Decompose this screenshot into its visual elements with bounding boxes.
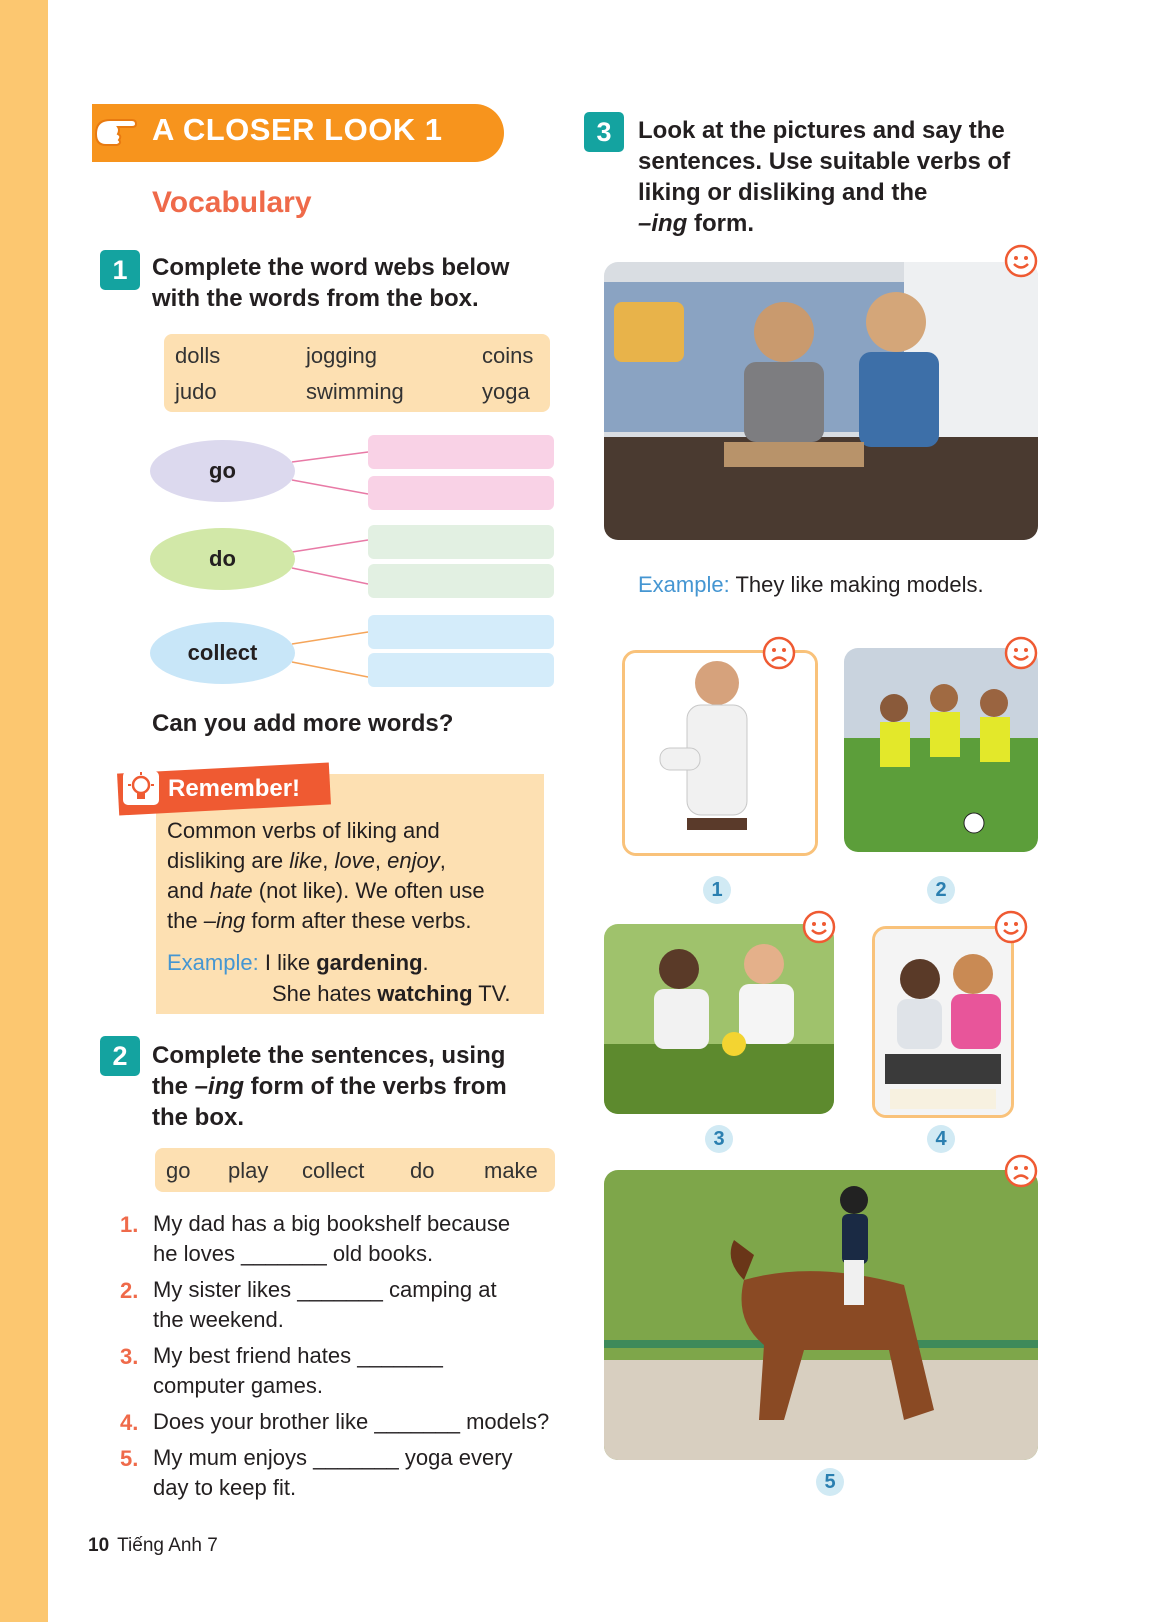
box-word: dolls bbox=[175, 343, 221, 368]
photo-boys-making-model bbox=[604, 262, 1038, 540]
page-footer bbox=[88, 1535, 218, 1557]
page-margin-strip bbox=[0, 0, 48, 1622]
box-word: jogging bbox=[306, 343, 377, 368]
answer-slot[interactable] bbox=[368, 653, 554, 687]
question-text: My dad has a big bookshelf because he loves _______ old books. bbox=[153, 1211, 511, 1266]
pointing-hand-icon bbox=[92, 112, 138, 152]
box-word: judo bbox=[175, 379, 217, 404]
photo-judo-boy bbox=[622, 650, 818, 856]
sad-face-icon bbox=[1004, 1154, 1038, 1188]
remember-line: Common verbs of liking and bbox=[167, 818, 440, 843]
remember-example-1: Example: I like gardening. bbox=[167, 950, 429, 975]
answer-slot[interactable] bbox=[368, 564, 554, 598]
remember-line: disliking are like, love, enjoy, bbox=[167, 848, 446, 873]
exercise-3-instruction: Look at the pictures and say the sentences. Use suitable verbs of liking or disliking and the –ing form. bbox=[638, 117, 1011, 237]
happy-face-icon bbox=[1004, 636, 1038, 670]
question-number: 2. bbox=[120, 1278, 139, 1303]
picture-number: 5 bbox=[816, 1468, 844, 1496]
sad-face-icon bbox=[762, 636, 796, 670]
exercise-1-badge: 1 bbox=[100, 250, 140, 290]
question-text: Does your brother like _______ models? bbox=[153, 1409, 550, 1434]
answer-slot[interactable] bbox=[368, 615, 554, 649]
question-text: My sister likes _______ camping at the weekend. bbox=[153, 1277, 497, 1332]
exercise-3-example: Example: They like making models. bbox=[638, 572, 984, 597]
remember-label: Remember! bbox=[168, 775, 301, 802]
page-title: A CLOSER LOOK 1 bbox=[152, 112, 443, 147]
box-word: go bbox=[166, 1158, 191, 1183]
happy-face-icon bbox=[802, 910, 836, 944]
more-words-question: Can you add more words? bbox=[152, 710, 454, 737]
happy-face-icon bbox=[1004, 244, 1038, 278]
section-heading: Vocabulary bbox=[152, 186, 312, 219]
box-word: play bbox=[228, 1158, 269, 1183]
web-oval-go: go bbox=[150, 440, 295, 502]
remember-example-2: She hates watching TV. bbox=[272, 981, 511, 1006]
picture-number: 3 bbox=[705, 1125, 733, 1153]
box-word: yoga bbox=[482, 379, 530, 404]
picture-number: 1 bbox=[703, 876, 731, 904]
answer-slot[interactable] bbox=[368, 435, 554, 469]
picture-number: 2 bbox=[927, 876, 955, 904]
remember-text bbox=[167, 816, 537, 936]
page-number: 10 bbox=[88, 1535, 110, 1556]
remember-line: the –ing form after these verbs. bbox=[167, 908, 472, 933]
exercise-2-instruction: Complete the sentences, using the –ing form of the verbs from the box. bbox=[152, 1042, 507, 1131]
question-number: 3. bbox=[120, 1344, 139, 1369]
photo-girls-football bbox=[844, 648, 1038, 852]
question-number: 5. bbox=[120, 1446, 139, 1471]
box-word: collect bbox=[302, 1158, 365, 1183]
book-title: Tiếng Anh 7 bbox=[117, 1535, 218, 1556]
question-number: 1. bbox=[120, 1212, 139, 1237]
photo-stamp-collecting bbox=[872, 926, 1014, 1118]
question-text: My mum enjoys _______ yoga every day to keep fit. bbox=[153, 1445, 513, 1500]
photo-gardening bbox=[604, 924, 834, 1114]
photo-horse-riding bbox=[604, 1170, 1038, 1460]
question-number: 4. bbox=[120, 1410, 139, 1435]
exercise-3-badge: 3 bbox=[584, 112, 624, 152]
web-oval-collect: collect bbox=[150, 622, 295, 684]
box-word: swimming bbox=[306, 379, 404, 404]
box-word: make bbox=[484, 1158, 538, 1183]
question-text: My best friend hates _______ computer games. bbox=[153, 1343, 443, 1398]
answer-slot[interactable] bbox=[368, 476, 554, 510]
remember-line: and hate (not like). We often use bbox=[167, 878, 485, 903]
answer-slot[interactable] bbox=[368, 525, 554, 559]
lightbulb-icon bbox=[122, 770, 160, 806]
box-word: coins bbox=[482, 343, 534, 368]
exercise-1-instruction: Complete the word webs below with the words from the box. bbox=[152, 254, 510, 312]
happy-face-icon bbox=[994, 910, 1028, 944]
picture-number: 4 bbox=[927, 1125, 955, 1153]
web-oval-do: do bbox=[150, 528, 295, 590]
exercise-2-badge: 2 bbox=[100, 1036, 140, 1076]
box-word: do bbox=[410, 1158, 435, 1183]
